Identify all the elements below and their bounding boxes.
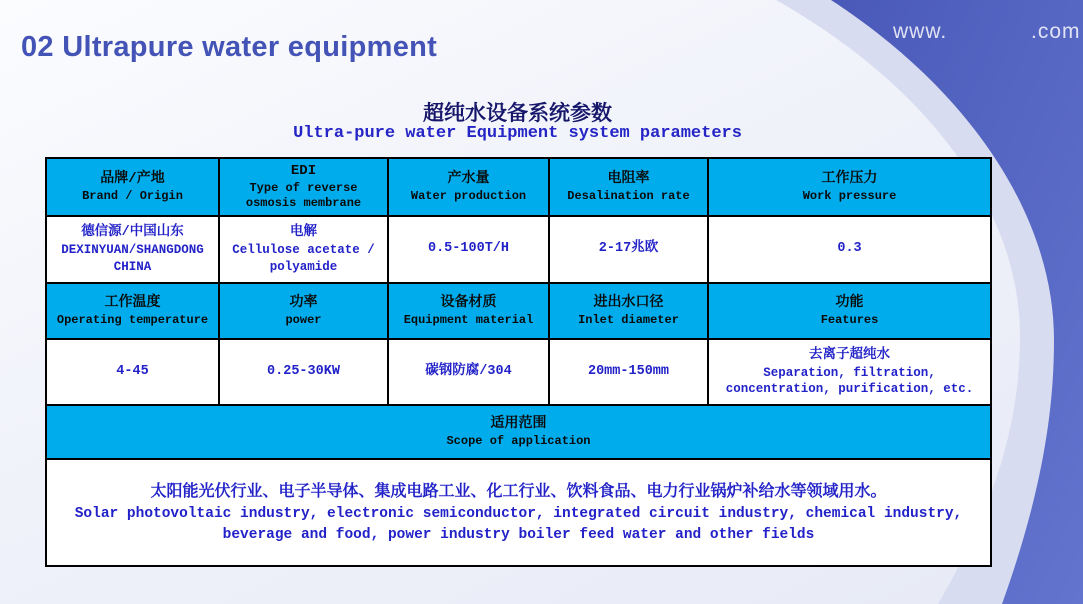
cell-text-en: Type of reverse osmosis membrane: [245, 180, 362, 211]
cell-text-en: Operating temperature: [56, 312, 209, 327]
cell-operating-temperature-header: [46, 283, 219, 339]
cell-text-en: Cellulose acetate / polyamide: [232, 243, 375, 274]
parameters-table: [45, 157, 992, 567]
cell-text-en: Scope of application: [446, 433, 591, 448]
cell-text-en: Features: [820, 312, 879, 327]
cell-text-en: power: [285, 312, 322, 327]
cell-features-header: [708, 283, 991, 339]
cell-text-zh: 工作温度: [104, 294, 161, 311]
table-title-chinese: 超纯水设备系统参数: [423, 102, 612, 125]
cell-desalination-rate-value: [549, 216, 708, 283]
cell-text-zh: 设备材质: [440, 294, 497, 311]
cell-water-production-value: [388, 216, 549, 283]
cell-brand-origin-value: [46, 216, 219, 283]
cell-text-zh: 电解: [290, 225, 317, 241]
cell-power-value: [219, 339, 388, 405]
cell-text-zh: 4-45: [116, 363, 149, 379]
cell-equipment-material-value: [388, 339, 549, 405]
cell-text-zh: 功率: [289, 294, 318, 311]
cell-text-zh: 品牌/产地: [100, 170, 165, 187]
cell-text-en: Solar photovoltaic industry, electronic semiconductor, integrated circuit industry, chemical industry, beverage and food, power industry boiler feed water and other fields: [74, 505, 963, 543]
cell-scope-header: [46, 405, 991, 459]
cell-text-zh: 去离子超纯水: [809, 347, 890, 363]
cell-text-en: Inlet diameter: [578, 312, 679, 327]
cell-text-zh: 20mm-150mm: [587, 363, 669, 379]
watermark-www: www.: [893, 20, 948, 43]
cell-text-zh: 产水量: [447, 170, 490, 187]
cell-text-zh: 0.25-30KW: [267, 363, 340, 379]
cell-text-en: DEXINYUAN/SHANGDONG CHINA: [61, 243, 204, 274]
cell-text-zh: 功能: [835, 294, 864, 311]
cell-text-en: Desalination rate: [567, 188, 690, 203]
cell-text-en: Separation, filtration, concentration, purification, etc.: [725, 365, 974, 397]
cell-features-value: [708, 339, 991, 405]
cell-text-en: Water production: [410, 188, 527, 203]
table-row-header-1: [46, 158, 991, 216]
cell-text-zh: 碳钢防腐/304: [425, 363, 512, 379]
cell-text-zh: 进出水口径: [593, 294, 664, 311]
cell-text-zh: 0.3: [837, 241, 862, 257]
table-row-scope-header: [46, 405, 991, 459]
cell-desalination-rate-header: [549, 158, 708, 216]
cell-text-zh: 电阻率: [607, 170, 650, 187]
cell-inlet-diameter-value: [549, 339, 708, 405]
cell-text-zh: 0.5-100T/H: [427, 241, 509, 257]
cell-brand-origin-header: [46, 158, 219, 216]
table-row-scope-value: [46, 459, 991, 566]
cell-scope-value: [46, 459, 991, 566]
cell-operating-temperature-value: [46, 339, 219, 405]
cell-work-pressure-header: [708, 158, 991, 216]
cell-work-pressure-value: [708, 216, 991, 283]
cell-text-zh: 工作压力: [821, 170, 878, 187]
table-title-english: Ultra-pure water Equipment system parameters: [293, 124, 742, 143]
cell-text-zh: 太阳能光伏行业、电子半导体、集成电路工业、化工行业、饮料食品、电力行业锅炉补给水等领域用水。: [150, 482, 887, 501]
cell-text-en: Work pressure: [802, 188, 897, 203]
cell-power-header: [219, 283, 388, 339]
table-row-header-2: [46, 283, 991, 339]
cell-membrane-type-header: [219, 158, 388, 216]
cell-text-en: Equipment material: [403, 312, 534, 327]
table-row-data-2: [46, 339, 991, 405]
cell-equipment-material-header: [388, 283, 549, 339]
cell-text-zh: 德信源/中国山东: [81, 225, 184, 241]
table-row-data-1: [46, 216, 991, 283]
cell-text-en: Brand / Origin: [82, 188, 183, 203]
cell-text-zh: 适用范围: [490, 415, 547, 432]
page-title: 02 Ultrapure water equipment: [21, 31, 438, 63]
cell-text-zh: 2-17兆欧: [598, 241, 659, 257]
cell-membrane-type-value: [219, 216, 388, 283]
cell-text-zh: EDI: [290, 163, 317, 179]
watermark-com: .com: [1031, 20, 1081, 43]
cell-water-production-header: [388, 158, 549, 216]
cell-inlet-diameter-header: [549, 283, 708, 339]
